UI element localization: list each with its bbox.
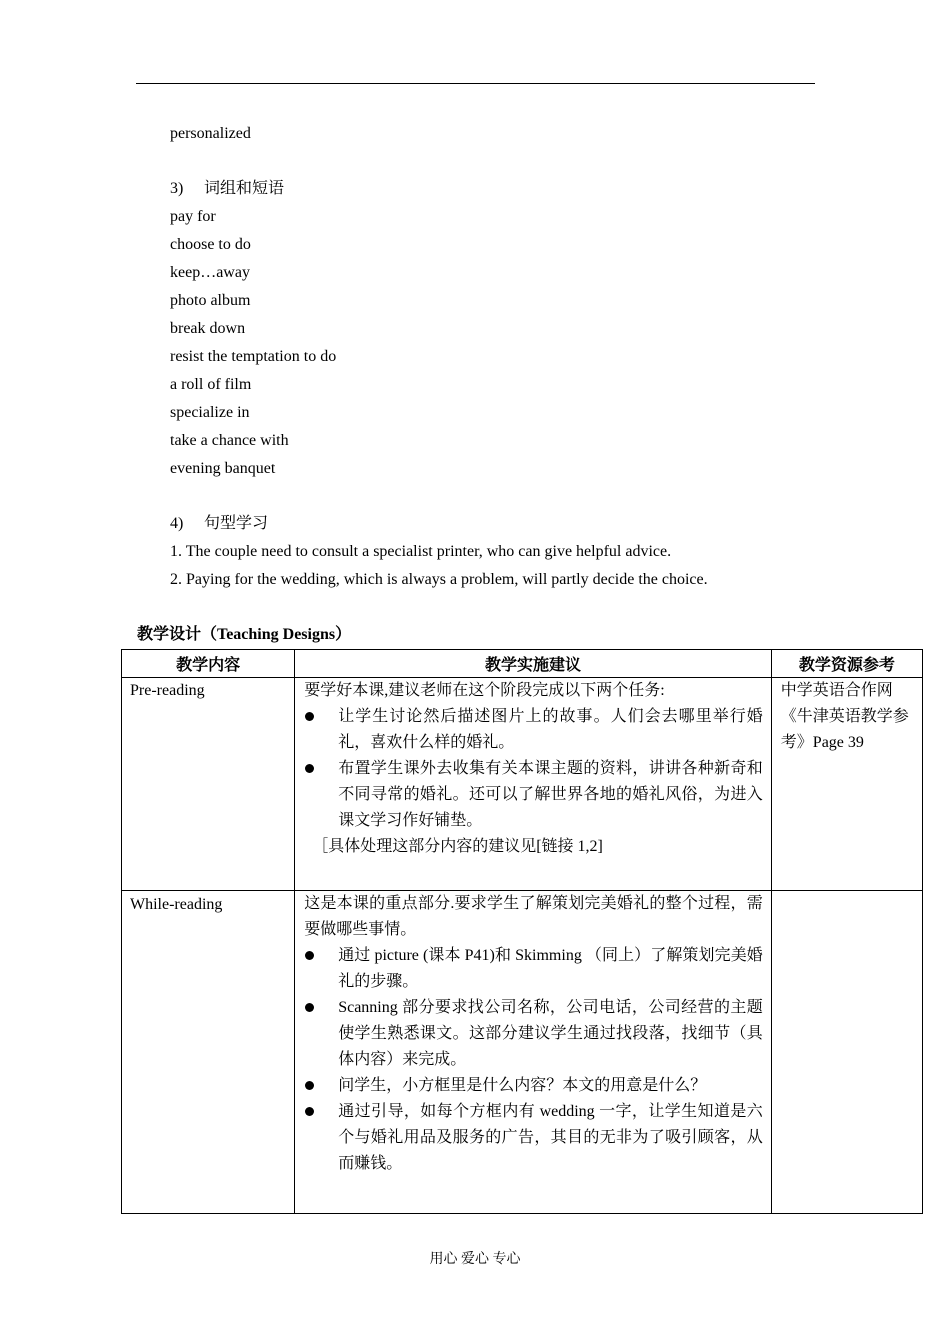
bullet-dot-icon [305, 764, 314, 773]
header-resources: 教学资源参考 [771, 650, 922, 678]
sentence-item: 2. Paying for the wedding, which is always a problem, will partly decide the choice. [170, 571, 708, 588]
stage-label: Pre-reading [130, 682, 205, 699]
cell-resources [771, 891, 922, 1214]
cell-suggestions [295, 891, 772, 1214]
teaching-design-table [121, 649, 923, 1214]
phrase-item: break down [170, 320, 246, 337]
bullet-dot-icon [305, 1107, 314, 1116]
bullet-dot-icon [305, 951, 314, 960]
list-item: Scanning 部分要求找公司名称，公司电话，公司经营的主题使学生熟悉课文。这部分建议学生通过找段落，找细节（具体内容）来完成。 [304, 995, 763, 1073]
stage-label: While-reading [130, 896, 223, 913]
phrases-heading-text: 词组和短语 [204, 180, 285, 197]
phrase-item: keep…away [170, 264, 250, 281]
suggestion-note: ［具体处理这部分内容的建议见[链接 1,2] [312, 838, 603, 855]
cell-stage [122, 678, 295, 891]
phrase-item: choose to do [170, 236, 251, 253]
header-content: 教学内容 [122, 650, 295, 678]
list-item: 通过引导，如每个方框内有 wedding 一字，让学生知道是六个与婚礼用品及服务的广告，其目的无非为了吸引顾客，从而赚钱。 [304, 1099, 763, 1177]
header-suggestions: 教学实施建议 [295, 650, 772, 678]
header-rule [136, 83, 815, 84]
sentence-item: 1. The couple need to consult a specialist printer, who can give helpful advice. [170, 543, 672, 560]
phrase-item: evening banquet [170, 460, 276, 477]
sentences-heading-text: 句型学习 [204, 515, 269, 532]
list-item: 问学生，小方框里是什么内容？本文的用意是什么？ [304, 1073, 763, 1099]
phrase-item: specialize in [170, 404, 250, 421]
table-row-pre-reading [122, 678, 923, 891]
sentences-number: 4) [170, 515, 184, 532]
suggestion-list [304, 704, 763, 834]
page-footer: 用心 爱心 专心 [429, 1252, 521, 1267]
bullet-dot-icon [305, 1081, 314, 1090]
phrase-item: photo album [170, 292, 251, 309]
list-item: 通过 picture (课本 P41)和 Skimming （同上）了解策划完美婚礼的步骤。 [304, 943, 763, 995]
suggestion-intro: 这是本课的重点部分.要求学生了解策划完美婚礼的整个过程，需要做哪些事情。 [304, 895, 763, 938]
list-item: 布置学生课外去收集有关本课主题的资料，讲讲各种新奇和不同寻常的婚礼。还可以了解世界各地的婚礼风俗，为进入课文学习作好铺垫。 [304, 756, 763, 834]
phrases-number: 3) [170, 180, 184, 197]
bullet-dot-icon [305, 712, 314, 721]
list-item: 让学生讨论然后描述图片上的故事。人们会去哪里举行婚礼，喜欢什么样的婚礼。 [304, 704, 763, 756]
phrase-item: pay for [170, 208, 216, 225]
suggestion-list [304, 943, 763, 1177]
resource-text: 中学英语合作网《牛津英语教学参考》Page 39 [780, 682, 909, 751]
vocab-item: personalized [170, 125, 251, 142]
bullet-dot-icon [305, 1003, 314, 1012]
suggestion-intro: 要学好本课,建议老师在这个阶段完成以下两个任务: [304, 682, 665, 699]
table-header-row [122, 650, 923, 678]
phrase-item: resist the temptation to do [170, 348, 337, 365]
cell-stage [122, 891, 295, 1214]
table-row-while-reading [122, 891, 923, 1214]
sentences-heading [170, 514, 268, 534]
phrase-item: a roll of film [170, 376, 252, 393]
phrase-item: take a chance with [170, 432, 289, 449]
cell-resources [771, 678, 922, 891]
phrases-heading [170, 179, 284, 199]
cell-suggestions [295, 678, 772, 891]
section-title: 教学设计（Teaching Designs） [137, 626, 352, 643]
